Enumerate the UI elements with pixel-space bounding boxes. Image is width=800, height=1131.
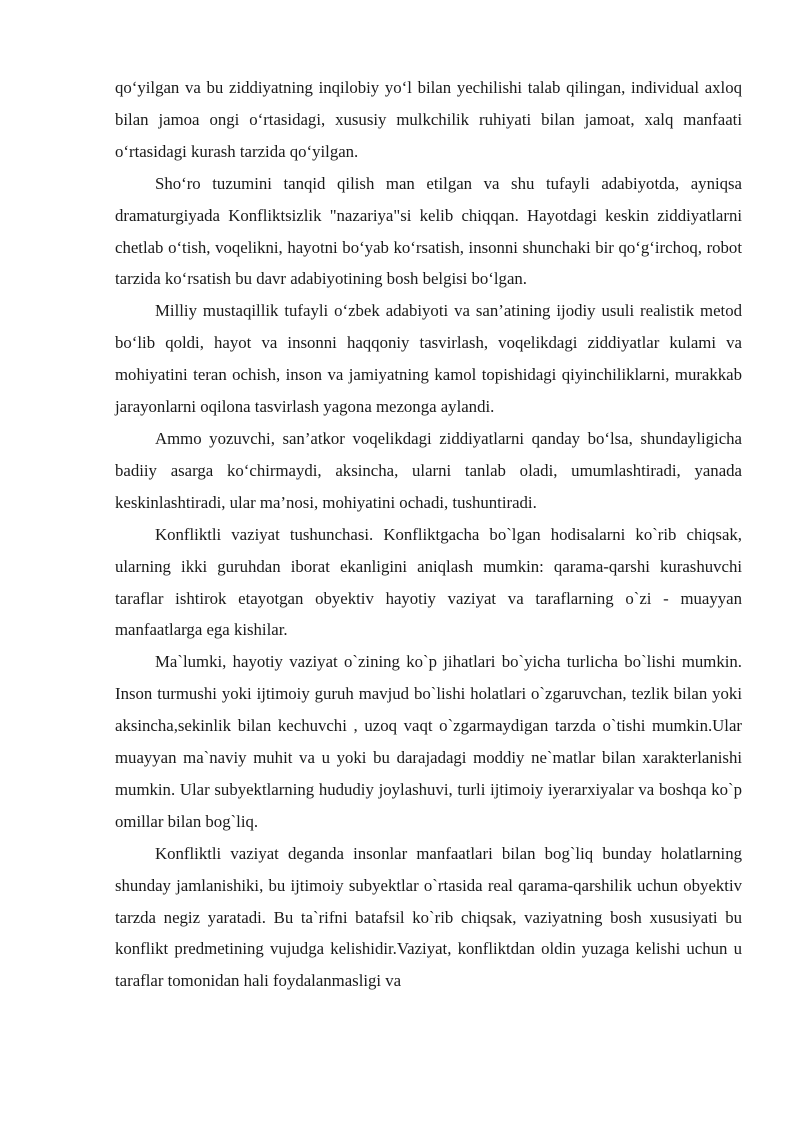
paragraph-conflictless-theory: Sho‘ro tuzumini tanqid qilish man etilgan va shu tufayli adabiyotda, ayniqsa dramaturgiyada Konfliktsizlik "nazariya"si kelib chiqqan. Hayotdagi keskin ziddiyatlarni chetlab o‘tish, voqelikni, hayotni bo‘yab ko‘rsatish, insonni shunchaki bir qo‘g‘irchoq, robot tarzida ko‘rsatish bu davr adabiyotining bosh belgisi bo‘lgan. [115,173,742,289]
paragraph-life-situation: Ma`lumki, hayotiy vaziyat o`zining ko`p jihatlari bo`yicha turlicha bo`lishi mumkin. Inson turmushi yoki ijtimoiy guruh mavjud bo`lishi holatlari o`zgaruvchan, tezlik bilan yoki aksincha,sekinlik bilan kechuvchi , uzoq vaqt o`zgarmaydigan tarzda o`tishi mumkin.Ular muayyan ma`naviy muhit va u yoki bu darajadagi moddiy ne`matlar bilan xarakterlanishi mumkin. Ular subyektlarning hududiy joylashuvi, turli ijtimoiy iyerarxiyalar va boshqa ko`p omillar bilan bog`liq. [115,652,742,831]
paragraph-national-independence: Milliy mustaqillik tufayli o‘zbek adabiyoti va san’atining ijodiy usuli realistik metod bo‘lib qoldi, hayot va insonni haqqoniy tasvirlash, voqelikdagi ziddiyatlar kulami va mohiyatini teran ochish, inson va jamiyatning kamol topishidagi qiyinchiliklarni, murakkab jarayonlarni oqilona tasvirlash yagona mezonga aylandi. [115,301,742,417]
document-page [115,72,742,997]
paragraph-writer-artist: Ammo yozuvchi, san’atkor voqelikdagi ziddiyatlarni qanday bo‘lsa, shundayligicha badiiy asarga ko‘chirmaydi, aksincha, ularni tanlab oladi, umumlashtiradi, yanada keskinlashtiradi, ular ma’nosi, mohiyatini ochadi, tushuntiradi. [115,428,742,512]
paragraph-conflict-situation-concept: Konfliktli vaziyat tushunchasi. Konfliktgacha bo`lgan hodisalarni ko`rib chiqsak, ularning ikki guruhdan iborat ekanligini aniqlash mumkin: qarama-qarshi kurashuvchi taraflar ishtirok etayotgan obyektiv hayotiy vaziyat va taraflarning o`zi - muayyan manfaatlarga ega kishilar. [115,524,742,640]
paragraph-continuation: qo‘yilgan va bu ziddiyatning inqilobiy yo‘l bilan yechilishi talab qilingan, individual axloq bilan jamoa ongi o‘rtasidagi, xususiy mulkchilik ruhiyati bilan jamoat, xalq manfaati o‘rtasidagi kurash tarzida qo‘yilgan. [115,78,742,161]
paragraph-conflict-situation-definition: Konfliktli vaziyat deganda insonlar manfaatlari bilan bog`liq bunday holatlarning shunday jamlanishiki, bu ijtimoiy subyektlar o`rtasida real qarama-qarshilik uchun obyektiv tarzda negiz yaratadi. Bu ta`rifni batafsil ko`rib chiqsak, vaziyatning bosh xususiyati bu konflikt predmetining vujudga kelishidir.Vaziyat, konfliktdan oldin yuzaga kelishi uchun u taraflar tomonidan hali foydalanmasligi va [115,843,742,991]
